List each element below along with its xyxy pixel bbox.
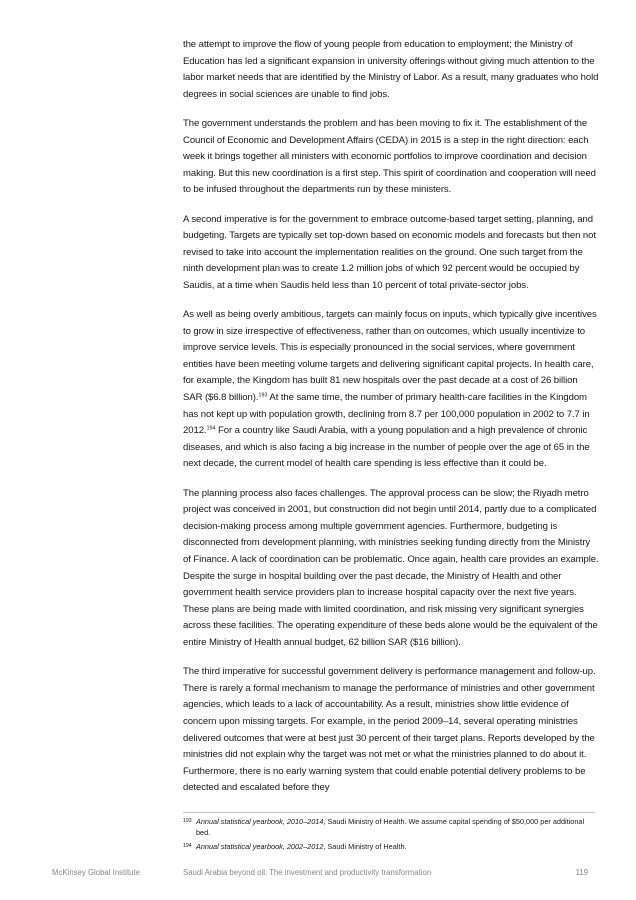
footnote-source-detail: , Saudi Ministry of Health. bbox=[323, 841, 407, 851]
footnote-text bbox=[196, 842, 407, 853]
paragraph-ceda-coordination: The government understands the problem and has been moving to fix it. The establishment of the Council of Economic and Development Affairs (CEDA) in 2015 is a step in the right direction: each week it brings together all ministers with economic portfolios to improve coordination and decision making. But this new coordination is a first step. This spirit of coordination and cooperation will need to be infused throughout the departments run by these ministers. bbox=[183, 117, 596, 196]
page-footer bbox=[0, 868, 636, 882]
footnote-number: 194 bbox=[183, 842, 192, 849]
footnote-source-title: Annual statistical yearbook, 2002–2012 bbox=[196, 841, 324, 851]
paragraph-health-care-text-1: As well as being overly ambitious, targets can mainly focus on inputs, which typically give incentives to grow in size irrespective of effectiveness, rather than on outcomes, which usually incentivize to improve service levels. This is especially pronounced in the social services, where government entities have been meeting volume targets and delivering significant capital projects. In health care, for example, the Kingdom has built 81 new hospitals over the past decade at a cost of 26 billion SAR ($6.8 billion). bbox=[183, 309, 597, 404]
page-number: 119 bbox=[575, 868, 588, 877]
footnote-ref-194: 194 bbox=[206, 425, 216, 432]
footnote-number: 193 bbox=[183, 818, 192, 824]
paragraph-performance-management: The third imperative for successful government delivery is performance management and follow-up. There is rarely a formal mechanism to manage the performance of ministries and other government agencies, which leads to a lack of accountability. As a result, ministries show little evidence of concern upon missing targets. For example, in the period 2009–14, several operating ministries delivered outcomes that were at best just 30 percent of their target plans. Reports developed by the ministries did not explain why the target was not met or what the ministries planned to do about it. Furthermore, there is no early warning system that could enable potential delivery problems to be detected and escalated before they bbox=[183, 666, 596, 794]
paragraph-education-employment: the attempt to improve the flow of young people from education to employment; the Ministry of Education has led a significant expansion in university offerings without giving much attention to the labor market needs that are identified by the Ministry of Labor. As a result, many graduates who hold degrees in social sciences are unable to find jobs. bbox=[183, 39, 599, 100]
paragraph-health-care-text-2: At the same time, the number of primary health-care facilities in the Kingdom has not kept up with population growth, declining from 8.7 per 100,000 population in 2002 to 7.7 in 2012. bbox=[183, 392, 590, 437]
paragraph-health-care-inputs bbox=[183, 307, 599, 473]
footnote-193 bbox=[183, 817, 599, 839]
footnote-ref-193: 193 bbox=[258, 392, 268, 399]
paragraph-planning-process: The planning process also faces challenges. The approval process can be slow; the Riyadh metro project was conceived in 2001, but construction did not begin until 2014, partly due to a complicated decision-making process among multiple government agencies. Furthermore, budgeting is disconnected from development planning, with ministries seeking funding directly from the Ministry of Finance. A lack of coordination can be problematic. Once again, health care provides an example. Despite the surge in hospital building over the past decade, the Ministry of Health and other government health service providers plan to increase hospital capacity over the next five years. These plans are being made with limited coordination, and risk missing very significant synergies across these facilities. The operating expenditure of these beds alone would be the equivalent of the entire Ministry of Health annual budget, 62 billion SAR ($16 billion). bbox=[183, 487, 599, 648]
footnotes bbox=[183, 817, 599, 855]
body-text bbox=[183, 37, 599, 810]
footer-publisher: McKinsey Global Institute bbox=[52, 868, 140, 877]
footnote-source-detail: , Saudi Ministry of Health. We assume capital spending of $50,000 per additional bed. bbox=[196, 817, 585, 837]
paragraph-target-setting: A second imperative is for the government to embrace outcome-based target setting, planning, and budgeting. Targets are typically set top-down based on economic models and forecasts but then not revised to take into account the implementation realities on the ground. One such target from the ninth development plan was to create 1.2 million jobs of which 92 percent would be occupied by Saudis, at a time when Saudis held less than 10 percent of total private-sector jobs. bbox=[183, 213, 596, 291]
footer-report-title: Saudi Arabia beyond oil: The investment and productivity transformation bbox=[183, 868, 432, 877]
footnote-divider bbox=[183, 812, 595, 813]
footnote-source-title: Annual statistical yearbook, 2010–2014 bbox=[196, 817, 324, 826]
footnote-194 bbox=[183, 842, 599, 853]
footnote-text bbox=[196, 817, 599, 839]
paragraph-health-care-text-3: For a country like Saudi Arabia, with a young population and a high prevalence of chronic diseases, and which is also facing a big increase in the number of people over the age of 65 in the next decade, the current model of health care spending is less effective than it could be. bbox=[183, 425, 590, 470]
